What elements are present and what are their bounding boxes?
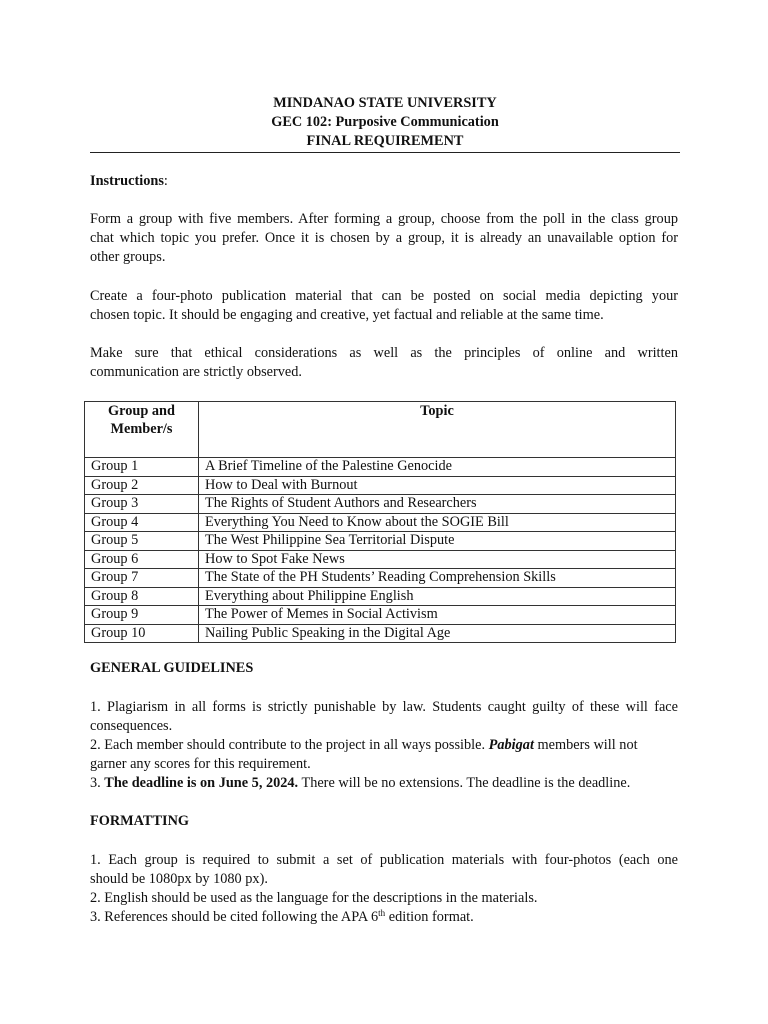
formatting-list [90, 851, 680, 927]
topic-cell: Nailing Public Speaking in the Digital Age [199, 624, 676, 643]
course-title: GEC 102: Purposive Communication [271, 114, 499, 130]
table-row [85, 458, 676, 477]
group-cell: Group 9 [85, 606, 199, 625]
guideline-item-1: 1. Plagiarism in all forms is strictly punishable by law. Students caught guilty of these will face consequences. [90, 699, 678, 734]
guideline-item-2-cont: garner any scores for this requirement. [90, 756, 311, 772]
topic-cell: How to Deal with Burnout [199, 476, 676, 495]
group-cell: Group 4 [85, 513, 199, 532]
group-cell: Group 3 [85, 495, 199, 514]
guidelines-list [90, 698, 680, 793]
topic-cell: Everything You Need to Know about the SOGIE Bill [199, 513, 676, 532]
instructions-label: Instructions: [90, 173, 168, 189]
requirement-title: FINAL REQUIREMENT [306, 133, 464, 149]
topic-cell: A Brief Timeline of the Palestine Genocide [199, 458, 676, 477]
university-name: MINDANAO STATE UNIVERSITY [273, 95, 497, 111]
header-divider [90, 152, 680, 153]
guideline-item-2: 2. Each member should contribute to the project in all ways possible. Pabigat members will not [90, 737, 638, 753]
pabigat-emphasis: Pabigat [488, 737, 534, 753]
group-cell: Group 1 [85, 458, 199, 477]
instructions-paragraph-3: Make sure that ethical considerations as well as the principles of online and written communication are strictly observed. [90, 345, 678, 380]
table-row [85, 476, 676, 495]
table-header-group: Group and Member/s [85, 402, 199, 458]
table-header-topic: Topic [199, 402, 676, 458]
table-header-row [85, 402, 676, 458]
group-cell: Group 7 [85, 569, 199, 588]
topic-cell: Everything about Philippine English [199, 587, 676, 606]
topics-table [84, 401, 676, 643]
topic-cell: How to Spot Fake News [199, 550, 676, 569]
formatting-heading: FORMATTING [90, 813, 190, 829]
topic-cell: The State of the PH Students’ Reading Comprehension Skills [199, 569, 676, 588]
instructions-paragraph-2: Create a four-photo publication material that can be posted on social media depicting your chosen topic. It should be engaging and creative, yet factual and reliable at the same time. [90, 288, 678, 323]
group-cell: Group 10 [85, 624, 199, 643]
table-row [85, 624, 676, 643]
guidelines-heading: GENERAL GUIDELINES [90, 660, 254, 676]
topic-cell: The West Philippine Sea Territorial Dispute [199, 532, 676, 551]
instructions-paragraph-1: Form a group with five members. After forming a group, choose from the poll in the class group chat which topic you prefer. Once it is chosen by a group, it is already an unavailable option for other groups. [90, 211, 678, 265]
formatting-item-1: 1. Each group is required to submit a set of publication materials with four-photos (each one should be 1080px by 1080 px). [90, 852, 678, 887]
formatting-item-3: 3. References should be cited following the APA 6th edition format. [90, 908, 474, 925]
table-row [85, 587, 676, 606]
table-row [85, 532, 676, 551]
group-cell: Group 6 [85, 550, 199, 569]
table-row [85, 513, 676, 532]
table-row [85, 550, 676, 569]
table-row [85, 495, 676, 514]
group-cell: Group 5 [85, 532, 199, 551]
table-body [85, 458, 676, 643]
group-cell: Group 2 [85, 476, 199, 495]
deadline-emphasis: The deadline is on June 5, 2024. [104, 775, 299, 791]
table-row [85, 569, 676, 588]
topic-cell: The Rights of Student Authors and Researchers [199, 495, 676, 514]
group-cell: Group 8 [85, 587, 199, 606]
document-header [90, 94, 680, 151]
table-row [85, 606, 676, 625]
guideline-item-3: 3. The deadline is on June 5, 2024. There will be no extensions. The deadline is the deadline. [90, 775, 631, 791]
topic-cell: The Power of Memes in Social Activism [199, 606, 676, 625]
formatting-item-2: 2. English should be used as the language for the descriptions in the materials. [90, 890, 538, 906]
